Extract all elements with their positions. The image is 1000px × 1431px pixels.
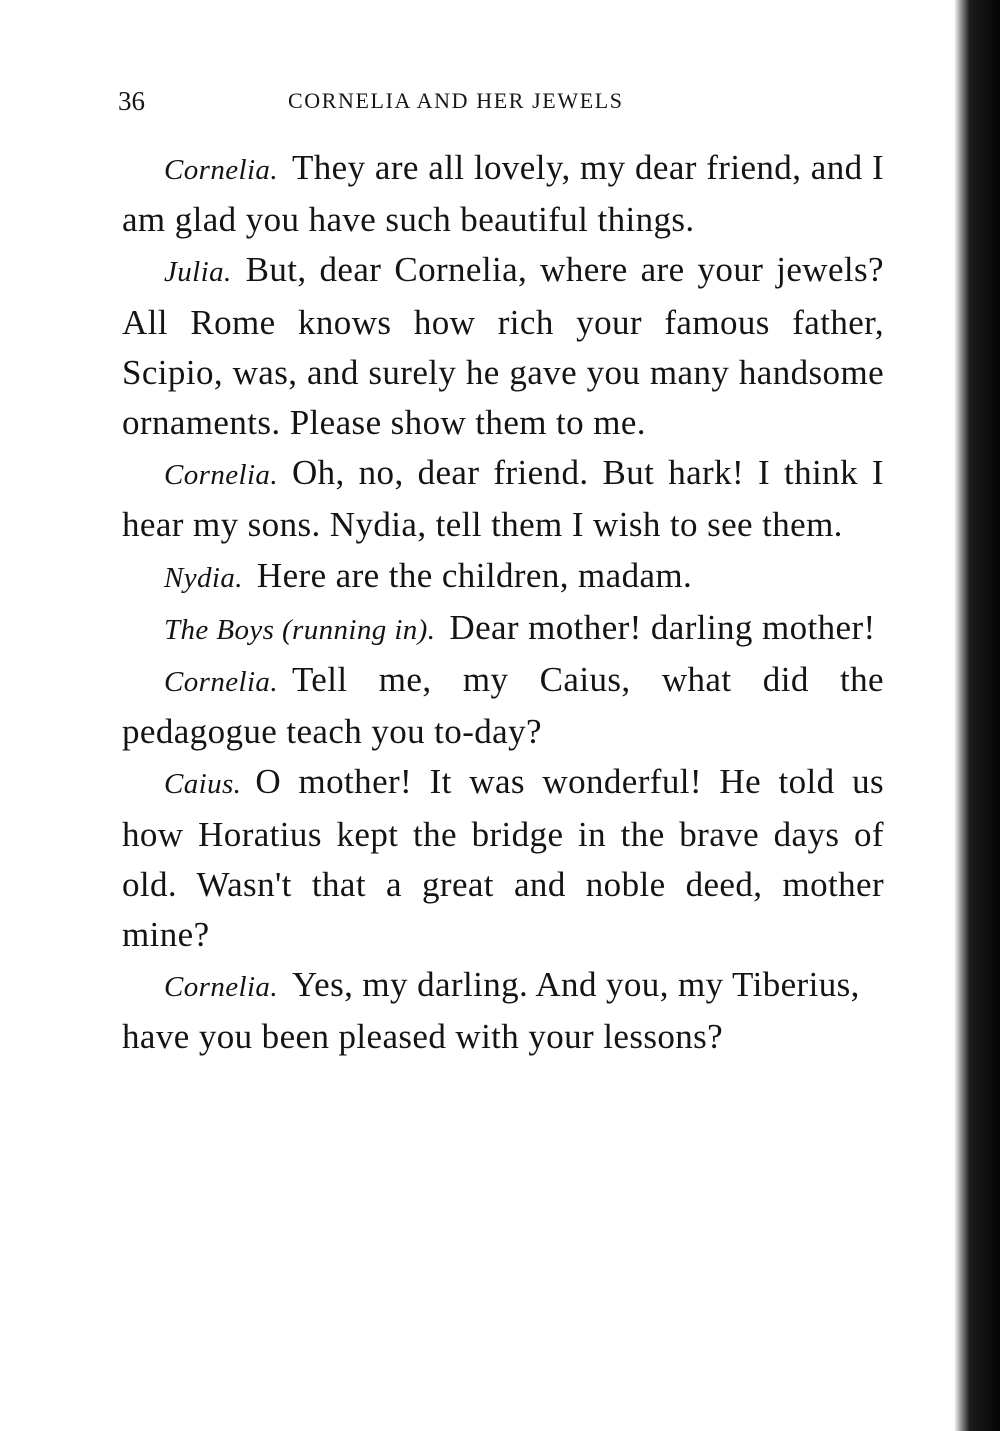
dialogue-text: But, dear Cornelia, where are your jewels? All Rome knows how rich your famous father, Scipio, was, and surely he gave you many handsome ornaments. Please show them to me. [122, 250, 884, 443]
dialogue-paragraph [122, 551, 884, 603]
dialogue-text: Tell me, my Caius, what did the pedagogue teach you to-day? [122, 660, 884, 752]
dialogue-paragraph [122, 757, 884, 960]
speaker-name: Nydia. [164, 561, 243, 594]
speaker-name: The Boys (running in). [164, 613, 436, 646]
speaker-name: Cornelia. [164, 154, 278, 186]
speaker-name: Cornelia. [164, 666, 278, 699]
dialogue-paragraph [122, 603, 884, 655]
speaker-name: Caius. [164, 768, 242, 801]
speaker-name: Cornelia. [164, 971, 278, 1004]
dialogue-text: O mother! It was wonderful! He told us how Horatius kept the bridge in the brave days of old. Wasn't that a great and noble deed, mother mine? [122, 762, 884, 955]
dialogue-paragraph [122, 245, 884, 448]
dialogue-text: They are all lovely, my dear friend, and I am glad you have such beautiful things. [122, 148, 884, 240]
dialogue-paragraph [122, 960, 884, 1062]
dialogue-paragraph [122, 143, 884, 245]
page-header [118, 86, 728, 122]
dialogue-paragraph [122, 448, 884, 550]
page-body [122, 143, 884, 1063]
speaker-name: Julia. [164, 256, 232, 289]
speaker-name: Cornelia. [164, 459, 278, 492]
dialogue-text: Here are the children, madam. [256, 555, 693, 595]
page-number: 36 [118, 86, 145, 116]
dialogue-text: Oh, no, dear friend. But hark! I think I hear my sons. Nydia, tell them I wish to see them. [122, 453, 884, 545]
dialogue-text: Dear mother! darling mother! [449, 607, 876, 647]
dialogue-paragraph [122, 655, 884, 757]
page-binding-edge [954, 0, 1000, 1431]
running-title: CORNELIA AND HER JEWELS [288, 88, 624, 113]
dialogue-text: Yes, my darling. And you, my Tiberius, have you been pleased with your lessons? [122, 965, 860, 1057]
